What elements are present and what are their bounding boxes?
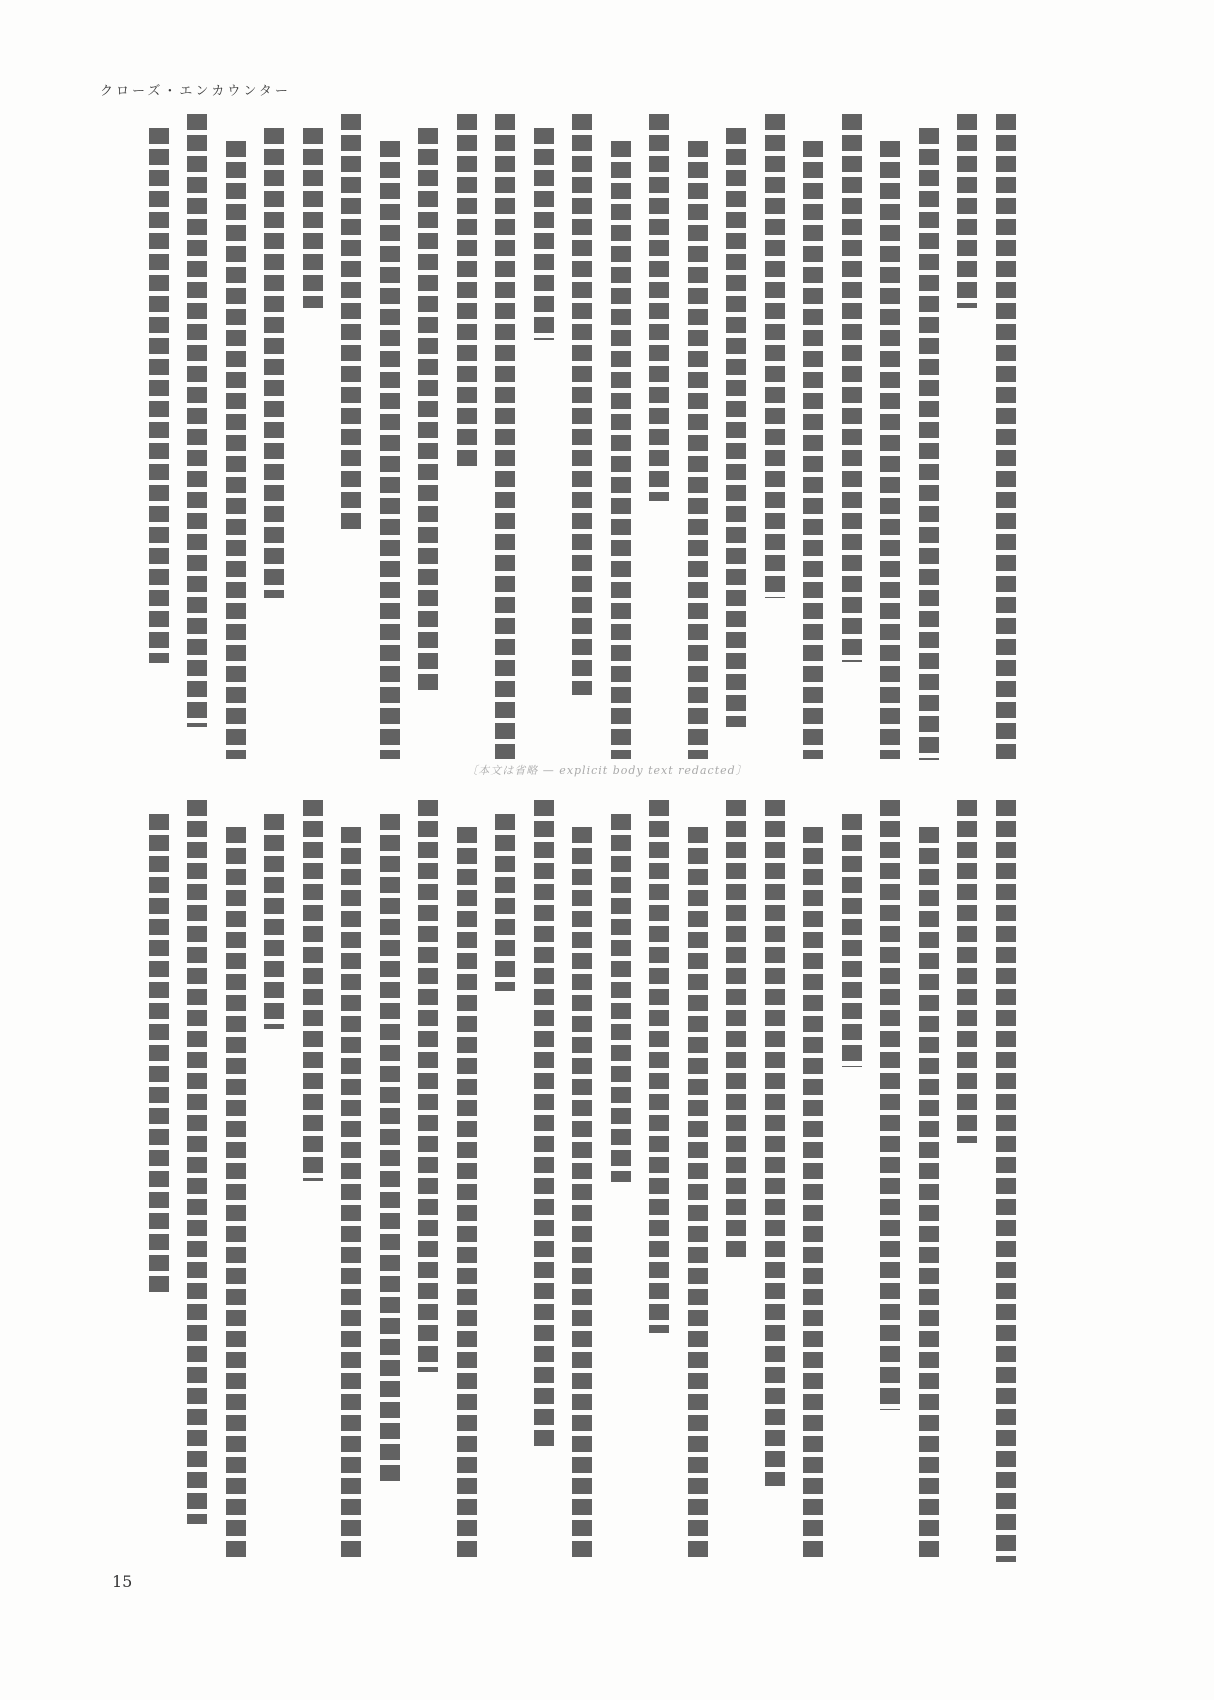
running-header-title: クローズ・エンカウンター bbox=[100, 84, 291, 99]
redacted-text-column bbox=[149, 128, 169, 663]
redacted-text-column bbox=[495, 814, 515, 991]
redacted-text-column bbox=[572, 827, 592, 1562]
redacted-text-column bbox=[688, 827, 708, 1562]
redacted-text-column bbox=[149, 814, 169, 1296]
redacted-text-column bbox=[957, 800, 977, 1143]
redacted-text-column bbox=[572, 114, 592, 695]
redacted-text-column bbox=[919, 128, 939, 760]
redacted-text-column bbox=[649, 800, 669, 1333]
redacted-text-column bbox=[726, 128, 746, 727]
redacted-text-column bbox=[226, 827, 246, 1562]
redacted-text-column bbox=[996, 800, 1016, 1562]
page-number: 15 bbox=[112, 1572, 133, 1591]
redacted-text-column bbox=[649, 114, 669, 501]
redacted-text-column bbox=[303, 800, 323, 1181]
redacted-text-column bbox=[765, 114, 785, 598]
redacted-text-column bbox=[303, 128, 323, 308]
redacted-text-column bbox=[380, 141, 400, 759]
redacted-text-column bbox=[187, 800, 207, 1524]
redacted-text-column bbox=[264, 128, 284, 598]
redacted-text-column bbox=[726, 800, 746, 1257]
redacted-text-column bbox=[226, 141, 246, 759]
redacted-text-column bbox=[457, 114, 477, 469]
redacted-text-column bbox=[611, 141, 631, 759]
redacted-text-column bbox=[803, 827, 823, 1562]
redacted-text-column bbox=[880, 800, 900, 1410]
redacted-text-column bbox=[842, 114, 862, 662]
redacted-text-column bbox=[842, 814, 862, 1067]
upper-text-block bbox=[130, 114, 1016, 759]
redacted-text-column bbox=[418, 128, 438, 695]
redacted-text-column bbox=[996, 114, 1016, 759]
redacted-text-column bbox=[688, 141, 708, 759]
redacted-text-column bbox=[495, 114, 515, 759]
redacted-text-column bbox=[957, 114, 977, 308]
lower-text-block bbox=[130, 800, 1016, 1562]
redacted-text-column bbox=[187, 114, 207, 727]
redacted-text-column bbox=[880, 141, 900, 759]
redacted-text-column bbox=[803, 141, 823, 759]
redacted-text-column bbox=[341, 827, 361, 1562]
redacted-text-column bbox=[765, 800, 785, 1486]
redacted-text-column bbox=[534, 128, 554, 340]
redaction-notice: 〔本文は省略 — explicit body text redacted〕 bbox=[466, 764, 748, 777]
redacted-text-column bbox=[418, 800, 438, 1372]
redacted-text-column bbox=[380, 814, 400, 1486]
redacted-text-column bbox=[341, 114, 361, 533]
redacted-text-column bbox=[534, 800, 554, 1448]
redacted-text-column bbox=[611, 814, 631, 1182]
redacted-text-column bbox=[919, 827, 939, 1562]
redacted-text-column bbox=[457, 827, 477, 1562]
redacted-text-column bbox=[264, 814, 284, 1029]
